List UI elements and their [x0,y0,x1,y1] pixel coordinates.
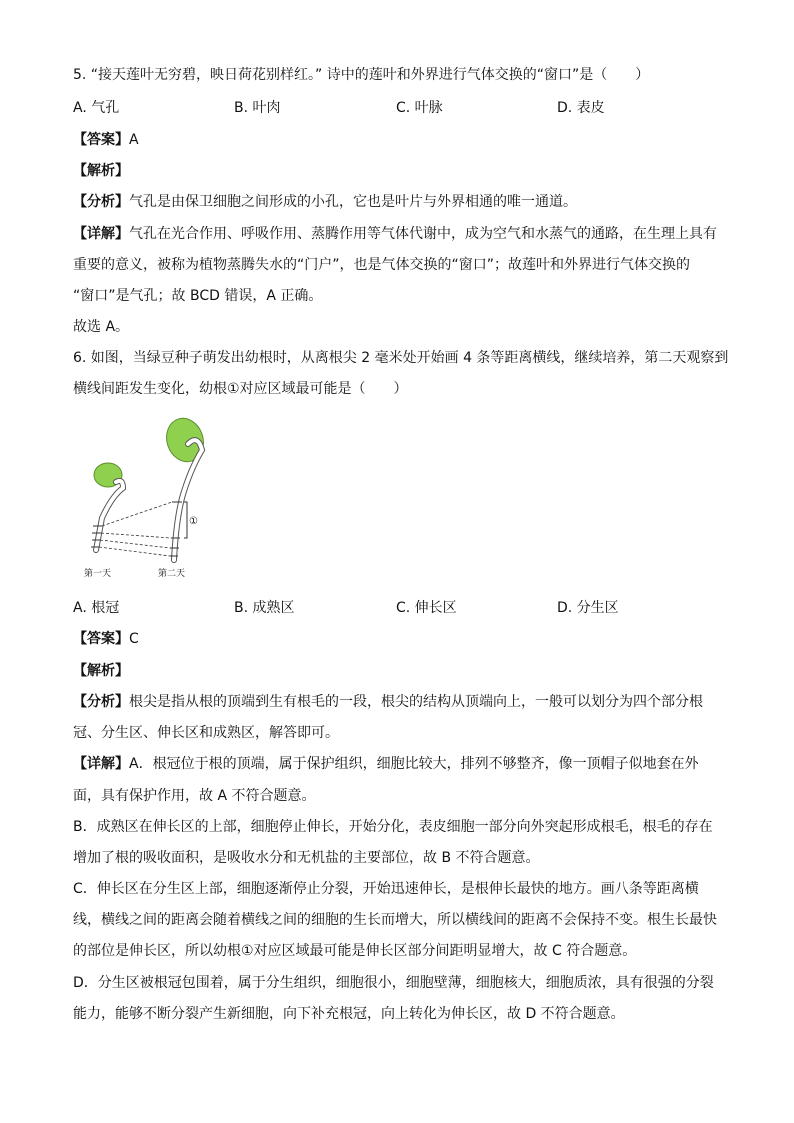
q6-analysis-title: 【解析】 [73,663,129,679]
q5-stem: 5. “接天莲叶无穷碧，映日荷花别样红。” 诗中的莲叶和外界进行气体交换的“窗口”是（ ） [73,67,650,83]
q5-detail-line: “窗口”是气孔；故 BCD 错误，A 正确。 [73,288,323,304]
answer-tag: 【答案】 [73,631,129,647]
seedling-root-figure [76,410,216,582]
analysis-text: 根尖是指从根的顶端到生有根毛的一段，根尖的结构从顶端向上，一般可以划分为四个部分根 [129,694,703,710]
q5-conclusion: 故选 A。 [73,319,130,335]
q6-detail-line: 的部位是伸长区，所以幼根①对应区域最可能是伸长区部分间距明显增大，故 C 符合题意。 [73,943,637,959]
q6-detail-line: 面，具有保护作用，故 A 不符合题意。 [73,788,316,804]
q5-option-c: C. 叶脉 [396,100,443,116]
q6-option-b: B. 成熟区 [234,600,295,616]
dashed-connectors [99,502,172,556]
label-day1: 第一天 [84,568,112,578]
seedling-day1 [91,463,123,550]
q6-detail-line: 增加了根的吸收面积，是吸收水分和无机盐的主要部位，故 B 不符合题意。 [73,850,540,866]
q6-option-a: A. 根冠 [73,600,120,616]
detail-text: 气孔在光合作用、呼吸作用、蒸腾作用等气体代谢中，成为空气和水蒸气的通路，在生理上具有 [129,226,717,242]
q5-analysis [73,192,577,212]
q6-detail-line: 线，横线之间的距离会随着横线之间的细胞的生长而增大，所以横线间的距离不会保持不变。根生长最快 [73,912,717,928]
q5-option-b: B. 叶肉 [234,100,281,116]
marker-label: ① [189,516,198,527]
q5-detail-line: 重要的意义，被称为植物蒸腾失水的“门户”，也是气体交换的“窗口”；故莲叶和外界进行气体交换的 [73,257,691,273]
q6-detail-line: B．成熟区在伸长区的上部，细胞停止伸长，开始分化，表皮细胞一部分向外突起形成根毛，根毛的存在 [73,819,713,835]
q5-answer [73,130,139,150]
answer-value: C [129,631,139,647]
q6-stem-line: 6. 如图，当绿豆种子萌发出幼根时，从离根尖 2 毫米处开始画 4 条等距离横线，继续培养，第二天观察到 [73,350,729,366]
detail-text: A．根冠位于根的顶端，属于保护组织，细胞比较大，排列不够整齐，像一顶帽子似地套在外 [129,756,699,772]
detail-tag: 【详解】 [73,226,129,242]
analysis-tag: 【分析】 [73,694,129,710]
q6-detail-line: D．分生区被根冠包围着，属于分生组织，细胞很小，细胞壁薄，细胞核大，细胞质浓，具有很强的分裂 [73,975,714,991]
label-day2: 第二天 [158,568,186,578]
cotyledon-day2 [161,414,209,467]
q6-analysis-line [73,692,703,712]
q6-detail-line: 能力，能够不断分裂产生新细胞，向下补充根冠，向上转化为伸长区，故 D 不符合题意。 [73,1006,625,1022]
q6-stem-line: 横线间距发生变化，幼根①对应区域最可能是（ ） [73,381,408,397]
q6-option-d: D. 分生区 [557,600,619,616]
detail-tag: 【详解】 [73,756,129,772]
q5-analysis-title: 【解析】 [73,163,129,179]
analysis-text: 气孔是由保卫细胞之间形成的小孔，它也是叶片与外界相通的唯一通道。 [129,194,577,210]
q6-answer [73,629,139,649]
q5-option-a: A. 气孔 [73,100,120,116]
analysis-tag: 【分析】 [73,194,129,210]
bracket-marker [184,502,187,538]
q5-detail-line [73,224,717,244]
q6-detail-line [73,754,699,774]
q6-analysis-line: 冠、分生区、伸长区和成熟区，解答即可。 [73,725,339,741]
answer-tag: 【答案】 [73,132,129,148]
q6-detail-line: C．伸长区在分生区上部，细胞逐渐停止分裂，开始迅速伸长，是根伸长最快的地方。画八条等距离横 [73,881,699,897]
q6-option-c: C. 伸长区 [396,600,457,616]
q5-option-d: D. 表皮 [557,100,605,116]
answer-value: A [129,132,139,148]
